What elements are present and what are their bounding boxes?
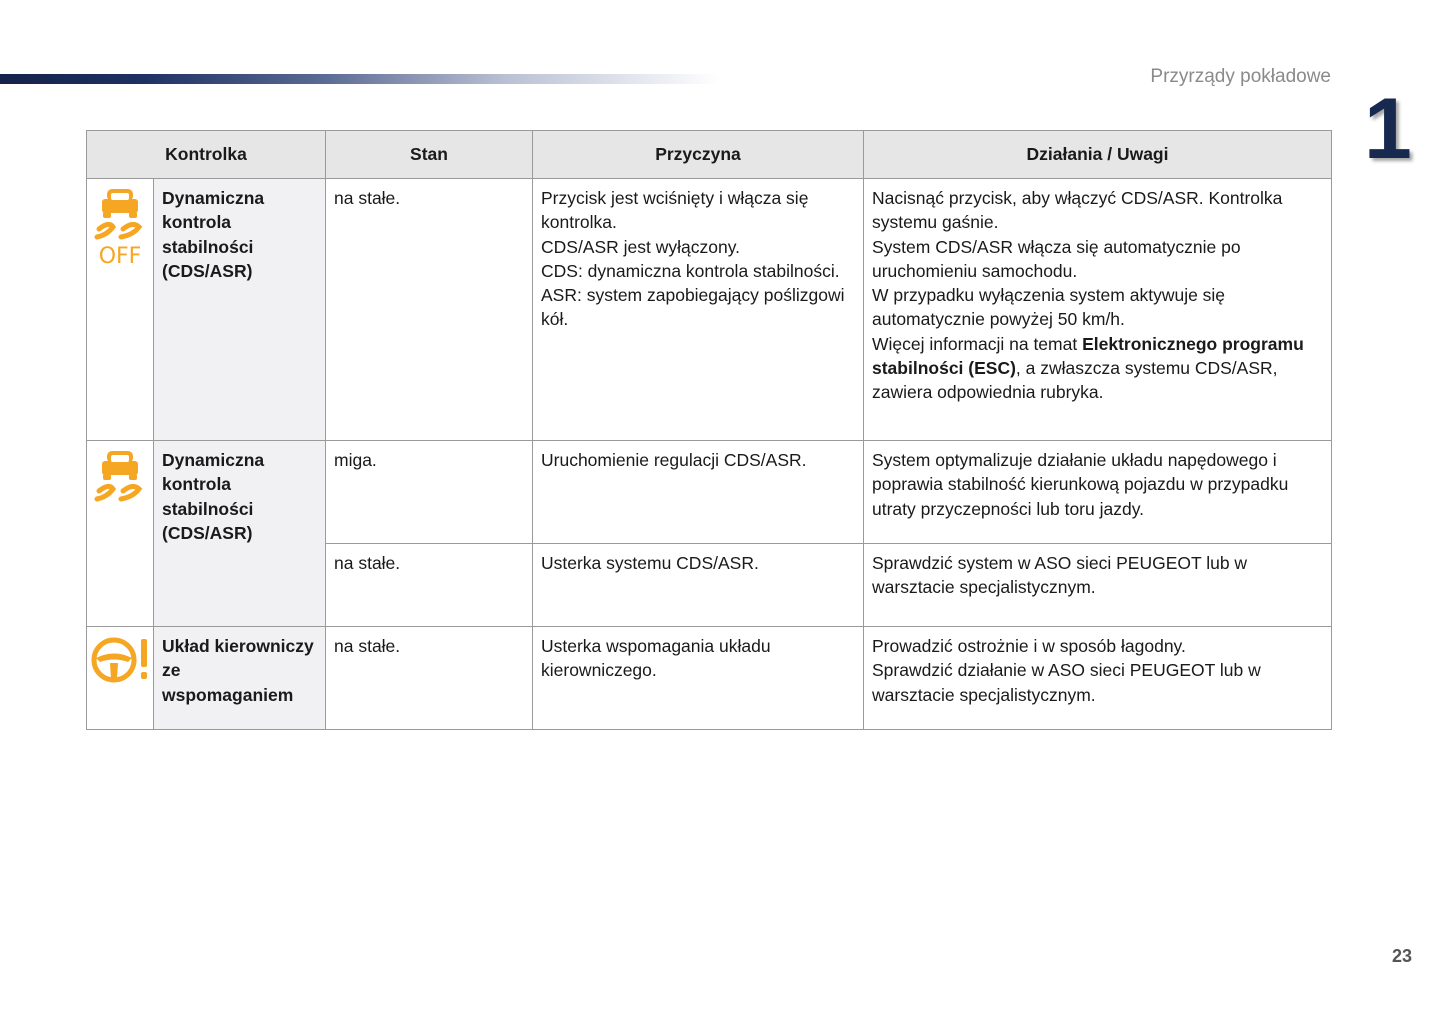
cause-line: Przycisk jest wciśnięty i włącza się kontrolka.: [541, 188, 809, 233]
header-gradient-bar: [0, 74, 720, 84]
cause-line: CDS/ASR jest wyłączony.: [541, 236, 741, 257]
action-cell: [864, 544, 1332, 627]
table-row: [87, 441, 1332, 544]
warning-light-name: Dynamiczna kontrola stabilności (CDS/ASR): [154, 179, 326, 441]
table-header-row: [87, 131, 1332, 179]
cause-cell: [533, 441, 864, 544]
action-cell: [864, 441, 1332, 544]
icon-cell: [87, 441, 154, 627]
icon-cell: [87, 627, 154, 730]
col-header-przyczyna: Przyczyna: [533, 131, 864, 179]
cause-line: CDS: dynamiczna kontrola stabilności.: [541, 260, 840, 281]
stan-cell: na stałe.: [326, 179, 533, 441]
icon-cell: [87, 179, 154, 441]
action-line: Sprawdzić system w ASO sieci PEUGEOT lub w warsztacie specjalistycznym.: [872, 553, 1248, 598]
power-steering-warning-icon: [87, 635, 153, 685]
action-line: Prowadzić ostrożnie i w sposób łagodny.: [872, 636, 1186, 656]
action-line: System CDS/ASR włącza się automatycznie po uruchomieniu samochodu.: [872, 236, 1241, 281]
page-number: 23: [1391, 946, 1412, 966]
cause-line: ASR: system zapobiegający poślizgowi kół.: [541, 285, 845, 330]
more-info-link-text: Elektronicznego programu stabilności (ESC): [872, 333, 1304, 379]
table-row: [87, 179, 1332, 441]
stan-cell: na stałe.: [326, 544, 533, 627]
action-line: Nacisnąć przycisk, aby włączyć CDS/ASR. Kontrolka systemu gaśnie.: [872, 188, 1283, 233]
cause-cell: [533, 627, 864, 730]
stan-cell: miga.: [326, 441, 533, 544]
more-info-suffix: , a zwłaszcza systemu CDS/ASR, zawiera odpowiednia rubryka.: [872, 358, 1278, 403]
esc-warning-icon: [87, 449, 153, 505]
action-line: W przypadku wyłączenia system aktywuje się automatycznie powyżej 50 km/h.: [872, 285, 1226, 330]
col-header-dzialania: Działania / Uwagi: [864, 131, 1332, 179]
action-line: Sprawdzić działanie w ASO sieci PEUGEOT lub w warsztacie specjalistycznym.: [872, 660, 1261, 705]
table-row: [87, 627, 1332, 730]
chapter-number: 1: [1364, 81, 1412, 177]
icon-off-text: OFF: [98, 244, 142, 267]
cause-cell: [533, 179, 864, 441]
esc-off-warning-icon: [87, 187, 153, 267]
action-line: System optymalizuje działanie układu napędowego i poprawia stabilność kierunkową pojazdu w przypadku utraty przyczepności lub toru jazdy.: [872, 450, 1289, 519]
action-cell: [864, 179, 1332, 441]
cause-cell: [533, 544, 864, 627]
action-cell: [864, 627, 1332, 730]
action-more-info: [872, 332, 1322, 405]
more-info-prefix: Więcej informacji na temat: [872, 333, 1083, 354]
warning-lights-table: [86, 130, 1332, 730]
cause-line: Usterka systemu CDS/ASR.: [541, 553, 759, 573]
cause-line: Uruchomienie regulacji CDS/ASR.: [541, 450, 807, 470]
cause-line: Usterka wspomagania układu kierowniczego.: [541, 636, 771, 681]
section-title: Przyrządy pokładowe: [1150, 66, 1331, 87]
warning-light-name: Układ kierowniczy ze wspomaganiem: [154, 627, 326, 730]
stan-cell: na stałe.: [326, 627, 533, 730]
warning-light-name: Dynamiczna kontrola stabilności (CDS/ASR): [154, 441, 326, 627]
col-header-stan: Stan: [326, 131, 533, 179]
col-header-kontrolka: Kontrolka: [87, 131, 326, 179]
